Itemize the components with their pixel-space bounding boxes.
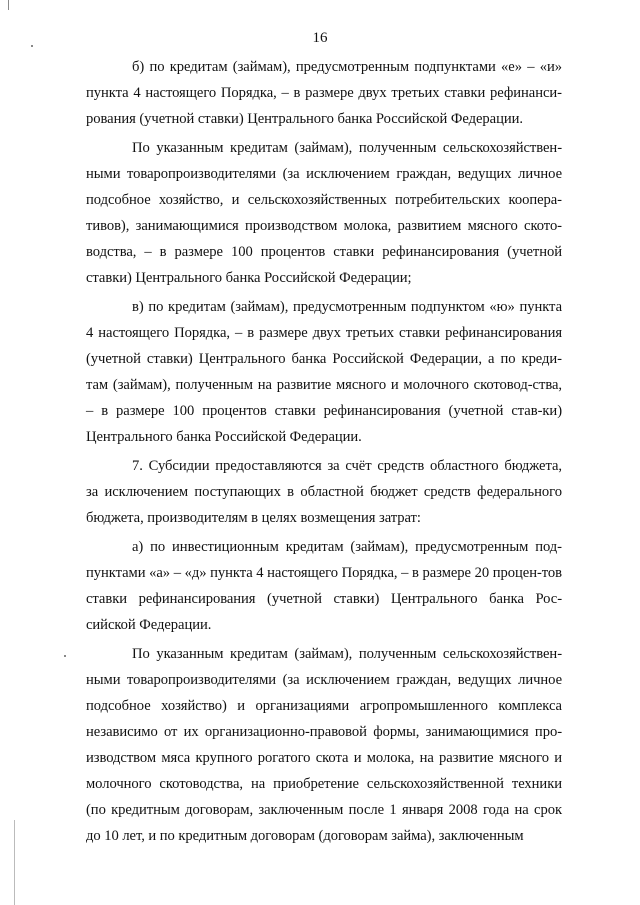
scan-dot (64, 655, 66, 657)
paragraph-a-investment-credits: а) по инвестиционным кредитам (займам), предусмотренным под-пунктами «а» – «д» пункта 4 настоящего Порядка, – в размере 20 процен-тов ставки рефинансирования (учетной ставки) Центрального банка Рос-сийской Федерации. (86, 539, 562, 633)
paragraph-v-subsidy: в) по кредитам (займам), предусмотренным подпунктом «ю» пункта 4 настоящего Порядка, – в размере двух третьих ставки рефинансирования (учетной ставки) Центрального банка Российской Федерации, а по креди-там (займам), полученным на развитие мясного и молочного скотовод-ства, – в размере 100 процентов ставки рефинансирования (учетной став-ки) Центрального банка Российской Федерации. (86, 299, 562, 445)
page-number: 16 (312, 30, 328, 46)
paragraph-agro-organizations: По указанным кредитам (займам), полученным сельскохозяйствен-ными товаропроизводителями (за исключением граждан, ведущих личное подсобное хозяйство) и организациями агропромышленного комплекса независимо от их организационно-правовой формы, занимающимися про-изводством мяса крупного рогатого скота и молока, на развитие мясного и молочного скотоводства, на приобретение сельскохозяйственной техники (по кредитным договорам, заключенным после 1 января 2008 года на срок до 10 лет, и по кредитным договорам (договорам займа), заключенным (86, 646, 562, 844)
body-text (86, 54, 562, 849)
paragraph-b-subsidy: б) по кредитам (займам), предусмотренным подпунктами «е» – «и» пункта 4 настоящего Порядка, – в размере двух третьих ставки рефинанси-рования (учетной ставки) Центрального банка Российской Федерации. (86, 59, 562, 127)
paragraph-livestock-producers: По указанным кредитам (займам), полученным сельскохозяйствен-ными товаропроизводителями (за исключением граждан, ведущих личное подсобное хозяйство, и сельскохозяйственных потребительских коопера-тивов), занимающимися производством молока, развитием мясного ското-водства, – в размере 100 процентов ставки рефинансирования (учетной ставки) Центрального банка Российской Федерации; (86, 140, 562, 286)
scan-edge-mark (8, 0, 9, 10)
paragraph-item-7: 7. Субсидии предоставляются за счёт средств областного бюджета, за исключением поступающих в областной бюджет средств федерального бюджета, производителям в целях возмещения затрат: (86, 458, 562, 526)
scan-edge-mark (14, 820, 15, 905)
scan-dot (31, 45, 33, 47)
